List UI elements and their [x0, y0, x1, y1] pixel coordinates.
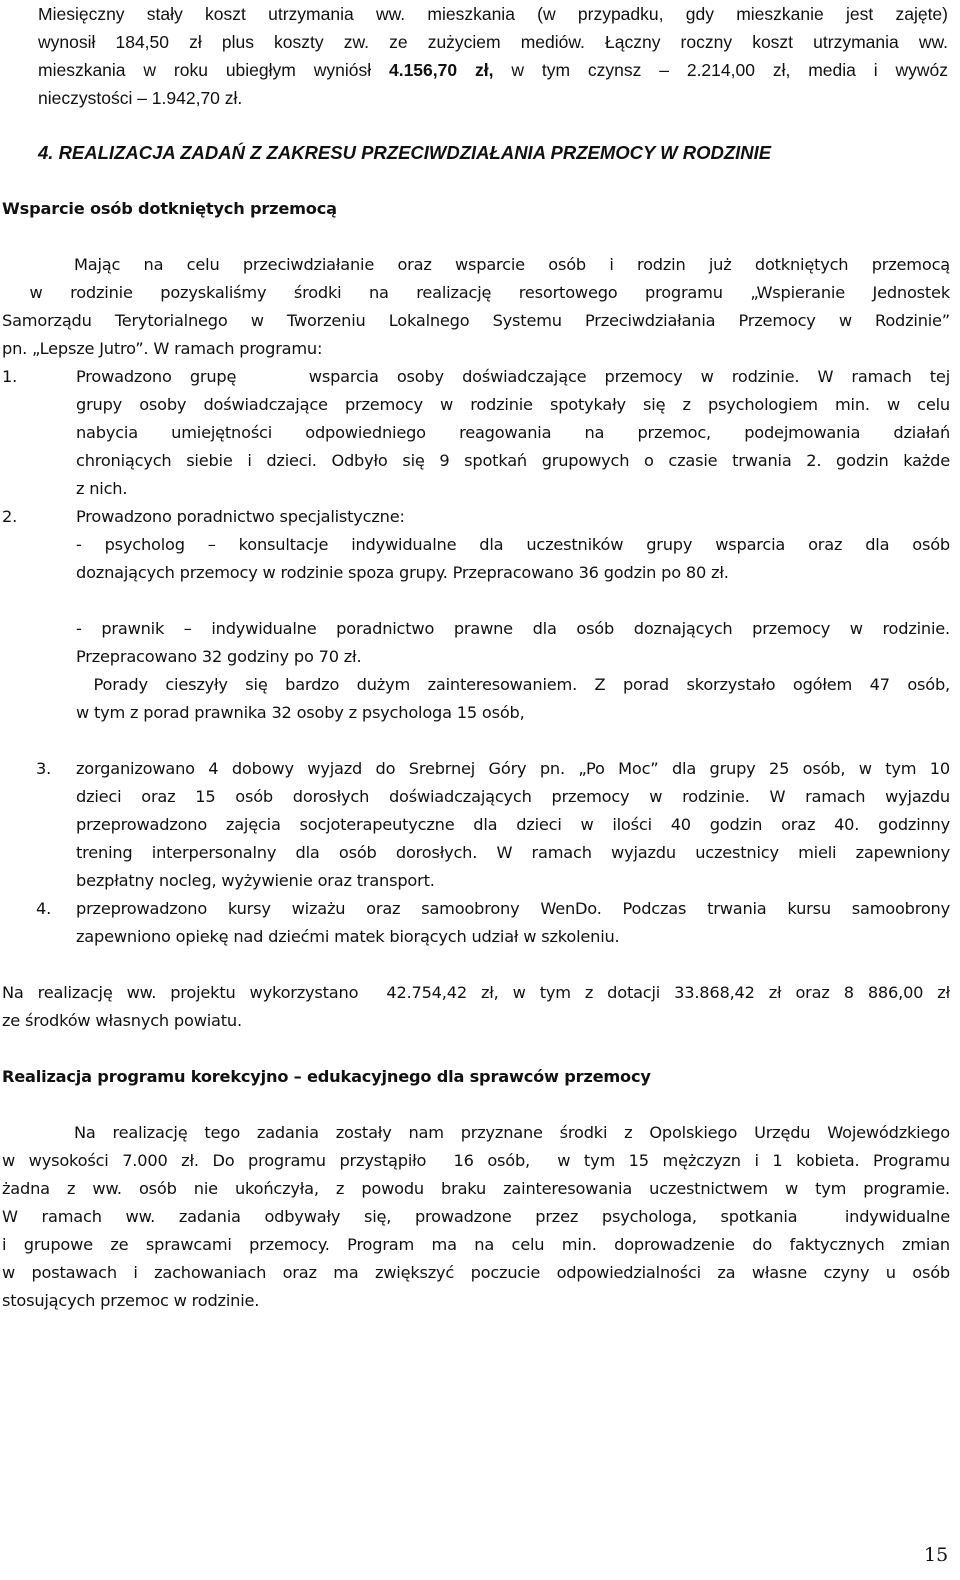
funding-summary-line: Na realizację ww. projektu wykorzystano 42.754,42 zł, w tym z dotacji 33.868,42 zł oraz 8 886,00 zł — [2, 983, 950, 1002]
list-item-line: przeprowadzono zajęcia socjoterapeutyczne dla dzieci w ilości 40 godzin oraz 40. godzinny — [76, 815, 950, 834]
intro-line: mieszkania w roku ubiegłym wyniósł 4.156,70 zł, w tym czynsz – 2.214,00 zł, media i wywóz — [38, 60, 948, 80]
list-item-line: nabycia umiejętności odpowiedniego reagowania na przemoc, podejmowania działań — [76, 423, 950, 442]
list-item-line: zapewniono opiekę nad dziećmi matek biorących udział w szkoleniu. — [76, 927, 620, 946]
list-item-line: w tym z porad prawnika 32 osoby z psychologa 15 osób, — [76, 703, 525, 722]
list-item — [2, 503, 950, 727]
annual-cost-total: 4.156,70 zł, — [388, 60, 494, 80]
list-item-line: Prowadzono poradnictwo specjalistyczne: — [76, 507, 405, 526]
list-item-line: trening interpersonalny dla osób dorosłych. W ramach wyjazdu uczestnicy mieli zapewniony — [76, 843, 950, 862]
intro-line: Miesięczny stały koszt utrzymania ww. mieszkania (w przypadku, gdy mieszkanie jest zajęte) — [38, 4, 948, 24]
list-item-number: 1. — [2, 367, 18, 386]
list-item-line: - prawnik – indywidualne poradnictwo prawne dla osób doznających przemocy w rodzinie. — [76, 619, 950, 638]
page-number: 15 — [924, 1544, 949, 1566]
list-item — [2, 895, 950, 951]
paragraph-line: żadna z ww. osób nie ukończyła, z powodu braku zainteresowania uczestnictwem w tym programie. — [2, 1179, 950, 1198]
paragraph-line: Samorządu Terytorialnego w Tworzeniu Lokalnego Systemu Przeciwdziałania Przemocy w Rodzinie” — [2, 311, 950, 330]
paragraph-line: i grupowe ze sprawcami przemocy. Program ma na celu min. doprowadzenie do faktycznych zmian — [2, 1235, 950, 1254]
paragraph-line: w postawach i zachowaniach oraz ma zwiększyć poczucie odpowiedzialności za własne czyny u osób — [2, 1263, 950, 1282]
list-item-line: dzieci oraz 15 osób dorosłych doświadczających przemocy w rodzinie. W ramach wyjazdu — [76, 787, 950, 806]
subheading-support: Wsparcie osób dotkniętych przemocą — [2, 199, 337, 218]
list-item-number: 3. — [36, 759, 52, 778]
list-item-line: Porady cieszyły się bardzo dużym zainteresowaniem. Z porad skorzystało ogółem 47 osób, — [76, 675, 950, 694]
list-item-line: chroniących siebie i dzieci. Odbyło się 9 spotkań grupowych o czasie trwania 2. godzin każde — [76, 451, 950, 470]
list-item-line: Przepracowano 32 godziny po 70 zł. — [76, 647, 362, 666]
list-item-number: 4. — [36, 899, 52, 918]
paragraph-line: Na realizację tego zadania zostały nam przyznane środki z Opolskiego Urzędu Wojewódzkiego — [74, 1123, 950, 1142]
list-item — [2, 363, 950, 503]
paragraph-line: w rodzinie pozyskaliśmy środki na realizację resortowego programu „Wspieranie Jednostek — [2, 283, 950, 302]
paragraph-line: stosujących przemoc w rodzinie. — [2, 1291, 260, 1310]
paragraph-line: W ramach ww. zadania odbywały się, prowadzone przez psychologa, spotkania indywidualne — [2, 1207, 950, 1226]
paragraph-line: pn. „Lepsze Jutro”. W ramach programu: — [2, 339, 323, 358]
list-item — [2, 755, 950, 895]
list-item-number: 2. — [2, 507, 18, 526]
section-body — [2, 195, 950, 1315]
intro-line: nieczystości – 1.942,70 zł. — [38, 88, 243, 108]
list-item-line: Prowadzono grupę wsparcia osoby doświadczające przemocy w rodzinie. W ramach tej — [76, 367, 950, 386]
subheading-program: Realizacja programu korekcyjno – edukacyjnego dla sprawców przemocy — [2, 1067, 651, 1086]
list-item-line: przeprowadzono kursy wizażu oraz samoobrony WenDo. Podczas trwania kursu samoobrony — [76, 899, 950, 918]
funding-summary-line: ze środków własnych powiatu. — [2, 1011, 242, 1030]
list-item-line: doznających przemocy w rodzinie spoza grupy. Przepracowano 36 godzin po 80 zł. — [76, 563, 729, 582]
paragraph-line: Mając na celu przeciwdziałanie oraz wsparcie osób i rodzin już dotkniętych przemocą — [74, 255, 950, 274]
list-item-line: z nich. — [76, 479, 128, 498]
list-item-line: grupy osoby doświadczające przemocy w rodzinie spotykały się z psychologiem min. w celu — [76, 395, 950, 414]
intro-line: wynosił 184,50 zł plus koszty zw. ze zużyciem mediów. Łączny roczny koszt utrzymania ww. — [38, 32, 948, 52]
list-item-line: - psycholog – konsultacje indywidualne dla uczestników grupy wsparcia oraz dla osób — [76, 535, 950, 554]
list-item-line: bezpłatny nocleg, wyżywienie oraz transport. — [76, 871, 435, 890]
list-item-line: zorganizowano 4 dobowy wyjazd do Srebrnej Góry pn. „Po Moc” dla grupy 25 osób, w tym 10 — [76, 759, 950, 778]
intro-paragraph — [38, 0, 948, 112]
section-heading: 4. REALIZACJA ZADAŃ Z ZAKRESU PRZECIWDZIAŁANIA PRZEMOCY W RODZINIE — [38, 142, 772, 163]
paragraph-line: w wysokości 7.000 zł. Do programu przystąpiło 16 osób, w tym 15 mężczyzn i 1 kobieta. Programu — [2, 1151, 950, 1170]
